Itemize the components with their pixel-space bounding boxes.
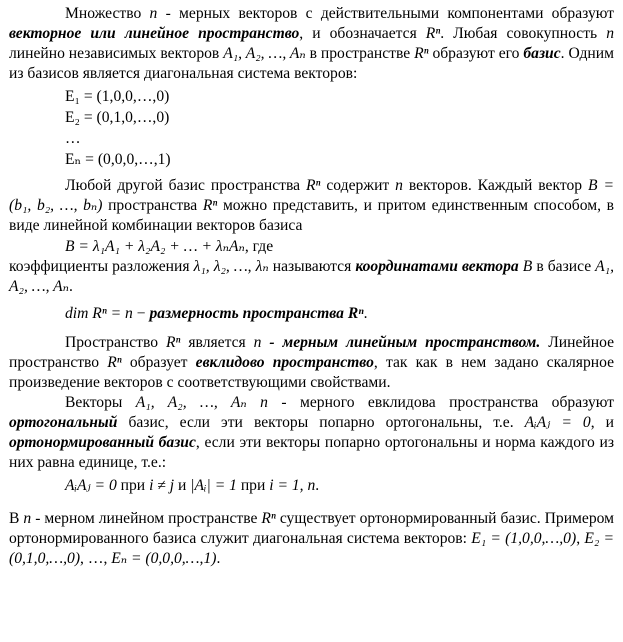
term-n-dim-space: - мерным линейным пространством. bbox=[261, 334, 541, 351]
math-n: n bbox=[253, 334, 262, 351]
math-e2: E₂ = (0,1,0,…,0) bbox=[9, 530, 615, 567]
text: В bbox=[9, 510, 24, 527]
math-rn: Rⁿ bbox=[165, 334, 181, 351]
math-n: n bbox=[606, 25, 614, 42]
text: при bbox=[116, 477, 150, 494]
math-rn: Rⁿ bbox=[107, 354, 122, 371]
text: . Одним из базисов является диагональная система векторов: bbox=[9, 45, 614, 82]
text: является bbox=[180, 334, 254, 351]
math-orthogonality: AᵢAⱼ = 0 bbox=[524, 414, 591, 431]
text: Линейное пространство bbox=[9, 334, 615, 371]
text: . bbox=[315, 477, 320, 494]
text: Множество bbox=[65, 5, 150, 22]
math-vector-b: B = (b₁, b₂, …, bₙ) bbox=[9, 177, 614, 214]
math-rn: Rⁿ bbox=[305, 177, 321, 194]
text: . bbox=[216, 550, 221, 567]
paragraph-orthonormal-example bbox=[9, 509, 614, 569]
term-orthonormal-basis: ортонормированный базис bbox=[9, 434, 196, 451]
text: векторов. Каждый вектор bbox=[402, 177, 588, 194]
text: коэффициенты разложения bbox=[9, 258, 194, 275]
math-rn: Rⁿ bbox=[414, 45, 429, 62]
text: Векторы bbox=[65, 394, 136, 411]
term-basis: базис bbox=[523, 45, 561, 62]
text: , и обозначается bbox=[299, 25, 426, 42]
text: и bbox=[174, 477, 191, 494]
text: , если эти векторы попарно ортогональны и норма каждого из них равна единице, т.е.: bbox=[9, 434, 614, 471]
text: , …, bbox=[80, 550, 112, 567]
math-e1: E₁ = (1,0,0,…,0) bbox=[471, 530, 577, 547]
math-n: n bbox=[260, 394, 268, 411]
orthonormal-condition bbox=[65, 475, 614, 497]
basis-vector-e2: E₂ = (0,1,0,…,0) bbox=[65, 109, 170, 126]
math-en: Eₙ = (0,0,0,…,1) bbox=[111, 550, 217, 567]
text: . Любая совокупность bbox=[440, 25, 607, 42]
text: базис, если эти векторы попарно ортогональны, т.е. bbox=[117, 414, 525, 431]
math-combination: B = λ₁A₁ + λ₂A₂ + … + λₙAₙ bbox=[65, 238, 245, 255]
paragraph-vector-space bbox=[9, 4, 614, 84]
basis-vector-e1: E₁ = (1,0,0,…,0) bbox=[65, 88, 170, 105]
math-n: n bbox=[23, 510, 32, 527]
text: − bbox=[132, 305, 150, 322]
math-rn-bold: Rⁿ bbox=[347, 305, 364, 322]
text: Любой другой базис пространства bbox=[65, 177, 306, 194]
text: в базисе bbox=[532, 258, 596, 275]
text: , bbox=[576, 530, 585, 547]
math-dim: dim Rⁿ = n bbox=[65, 305, 133, 322]
math-vectors-a: A₁, A₂, …, Aₙ bbox=[9, 258, 615, 295]
dimension-line bbox=[65, 303, 614, 325]
math-norm: |Aᵢ| = 1 bbox=[190, 477, 237, 494]
math-b: B bbox=[522, 258, 533, 275]
text: образуют его bbox=[428, 45, 524, 62]
text: , где bbox=[244, 238, 274, 255]
text: . bbox=[363, 305, 368, 322]
text: , и bbox=[590, 414, 614, 431]
linear-combination-equation bbox=[65, 236, 614, 257]
text: - мерных векторов с действительными компонентами образуют bbox=[157, 5, 615, 22]
term-coordinates: координатами вектора bbox=[355, 258, 519, 275]
math-n: n bbox=[395, 177, 403, 194]
math-i-neq-j: i ≠ j bbox=[149, 477, 175, 494]
paragraph-euclidean bbox=[9, 333, 614, 393]
math-rn: Rⁿ bbox=[261, 510, 276, 527]
text: называются bbox=[268, 258, 356, 275]
term-euclidean-space: евклидово пространство bbox=[195, 354, 374, 371]
paragraph-orthogonal bbox=[9, 393, 614, 473]
text: Пространство bbox=[65, 334, 166, 351]
math-rn: Rⁿ bbox=[202, 197, 218, 214]
term-linear-space: векторное или линейное пространство bbox=[9, 25, 300, 42]
text: линейно независимых векторов bbox=[9, 45, 224, 62]
text: при bbox=[236, 477, 270, 494]
text: , так как в нем задано скалярное произведение векторов с соответствующими свойствами. bbox=[9, 354, 614, 391]
text: образует bbox=[121, 354, 196, 371]
text: - мерного евклидова пространства образуют bbox=[267, 394, 614, 411]
text: можно представить, и притом единственным способом, в виде линейной комбинации векторов базиса bbox=[9, 197, 614, 234]
text: - мерном линейном пространстве bbox=[31, 510, 262, 527]
math-vectors-a: A₁, A₂, …, Aₙ bbox=[135, 394, 247, 411]
math-lambdas: λ₁, λ₂, …, λₙ bbox=[193, 258, 269, 275]
paragraph-coordinates bbox=[9, 257, 614, 297]
text: в пространстве bbox=[305, 45, 415, 62]
term-orthogonal: ортогональный bbox=[9, 414, 118, 431]
math-orthogonality: AᵢAⱼ = 0 bbox=[65, 477, 117, 494]
term-dimension: размерность пространства bbox=[149, 305, 348, 322]
text: существует ортонормированный базис. Примером ортонормированного базиса служит диагональная система векторов: bbox=[9, 510, 614, 547]
text: содержит bbox=[320, 177, 396, 194]
basis-vector-en: Eₙ = (0,0,0,…,1) bbox=[65, 151, 171, 168]
math-n: n bbox=[149, 5, 158, 22]
text: . bbox=[68, 278, 73, 295]
math-rn: Rⁿ bbox=[425, 25, 441, 42]
math-index-range: i = 1, n bbox=[269, 477, 316, 494]
basis-ellipsis: … bbox=[65, 130, 81, 147]
text: пространства bbox=[102, 197, 203, 214]
math-vectors-a: A₁, A₂, …, Aₙ bbox=[223, 45, 306, 62]
paragraph-other-basis bbox=[9, 176, 614, 236]
